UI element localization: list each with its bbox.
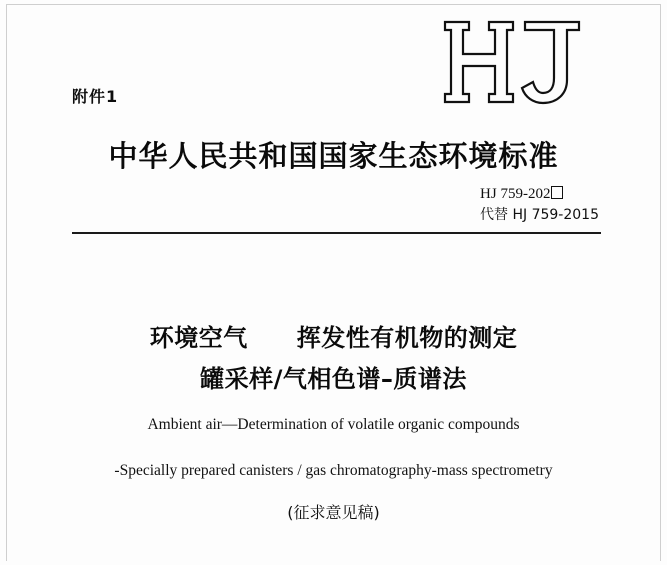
- blank-box-icon: [551, 186, 563, 199]
- english-title: Ambient air—Determination of volatile organic compounds: [147, 416, 520, 433]
- attachment-label: 附件1: [72, 87, 119, 106]
- standard-number-block: [480, 184, 599, 226]
- replaces-standard: 代替 HJ 759-2015: [480, 207, 599, 223]
- standard-number: [480, 184, 599, 205]
- title-line-1: 环境空气 挥发性有机物的测定: [149, 324, 518, 352]
- title-line-2: 罐采样/气相色谱–质谱法: [200, 365, 467, 393]
- english-subtitle: -Specially prepared canisters / gas chromatography-mass spectrometry: [114, 462, 553, 479]
- page-border-top: [6, 4, 661, 5]
- standard-number-text: HJ 759-202: [480, 186, 551, 202]
- draft-status-note: (征求意见稿): [287, 503, 380, 522]
- page-title: [0, 318, 667, 400]
- national-standard-title: 中华人民共和国国家生态环境标准: [108, 139, 559, 173]
- hj-logo-icon: [439, 18, 589, 108]
- horizontal-rule: [72, 232, 601, 234]
